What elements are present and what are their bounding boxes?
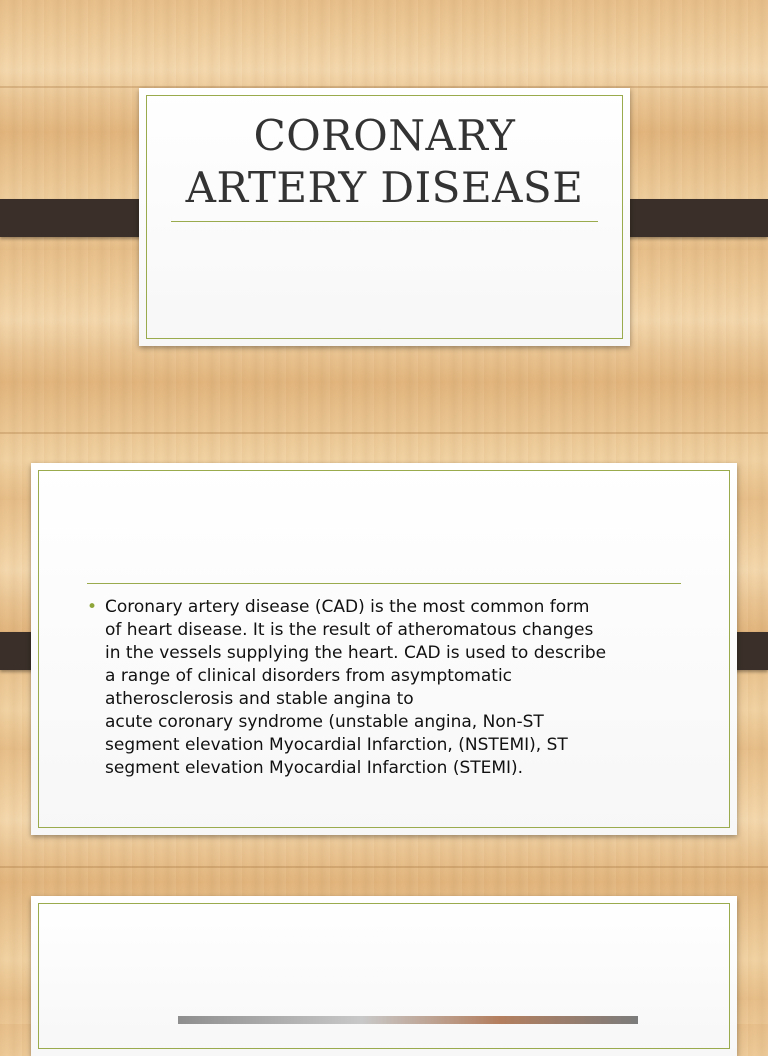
content-divider [87, 583, 681, 584]
bullet-item [87, 596, 687, 780]
bullet-line: in the vessels supplying the heart. CAD is used to describe [105, 643, 607, 663]
partial-slide[interactable] [31, 896, 737, 1056]
title-line-2: ARTERY DISEASE [185, 163, 584, 212]
bullet-line: acute coronary syndrome (unstable angina, Non-ST [105, 712, 544, 732]
title-line-1: CORONARY [253, 111, 516, 160]
slide-strap-right [612, 199, 768, 237]
bullet-line: atherosclerosis and stable angina to [105, 689, 414, 709]
title-slide[interactable] [139, 88, 630, 346]
bullet-list [87, 596, 687, 780]
slide-image [178, 1016, 638, 1024]
slide-frame [38, 903, 730, 1049]
plank-seam [0, 866, 768, 868]
bullet-line: segment elevation Myocardial Infarction, (NSTEMI), ST [105, 735, 568, 755]
bullet-line: segment elevation Myocardial Infarction (STEMI). [105, 758, 524, 778]
bullet-line: a range of clinical disorders from asymptomatic [105, 666, 513, 686]
plank-seam [0, 432, 768, 434]
title-divider [171, 221, 598, 222]
bullet-line: Coronary artery disease (CAD) is the most common form [105, 597, 590, 617]
bullet-icon: • [87, 597, 98, 617]
slide-strap-left [0, 199, 156, 237]
content-slide[interactable] [31, 463, 737, 835]
slide-title [139, 110, 630, 214]
bullet-line: of heart disease. It is the result of atheromatous changes [105, 620, 594, 640]
